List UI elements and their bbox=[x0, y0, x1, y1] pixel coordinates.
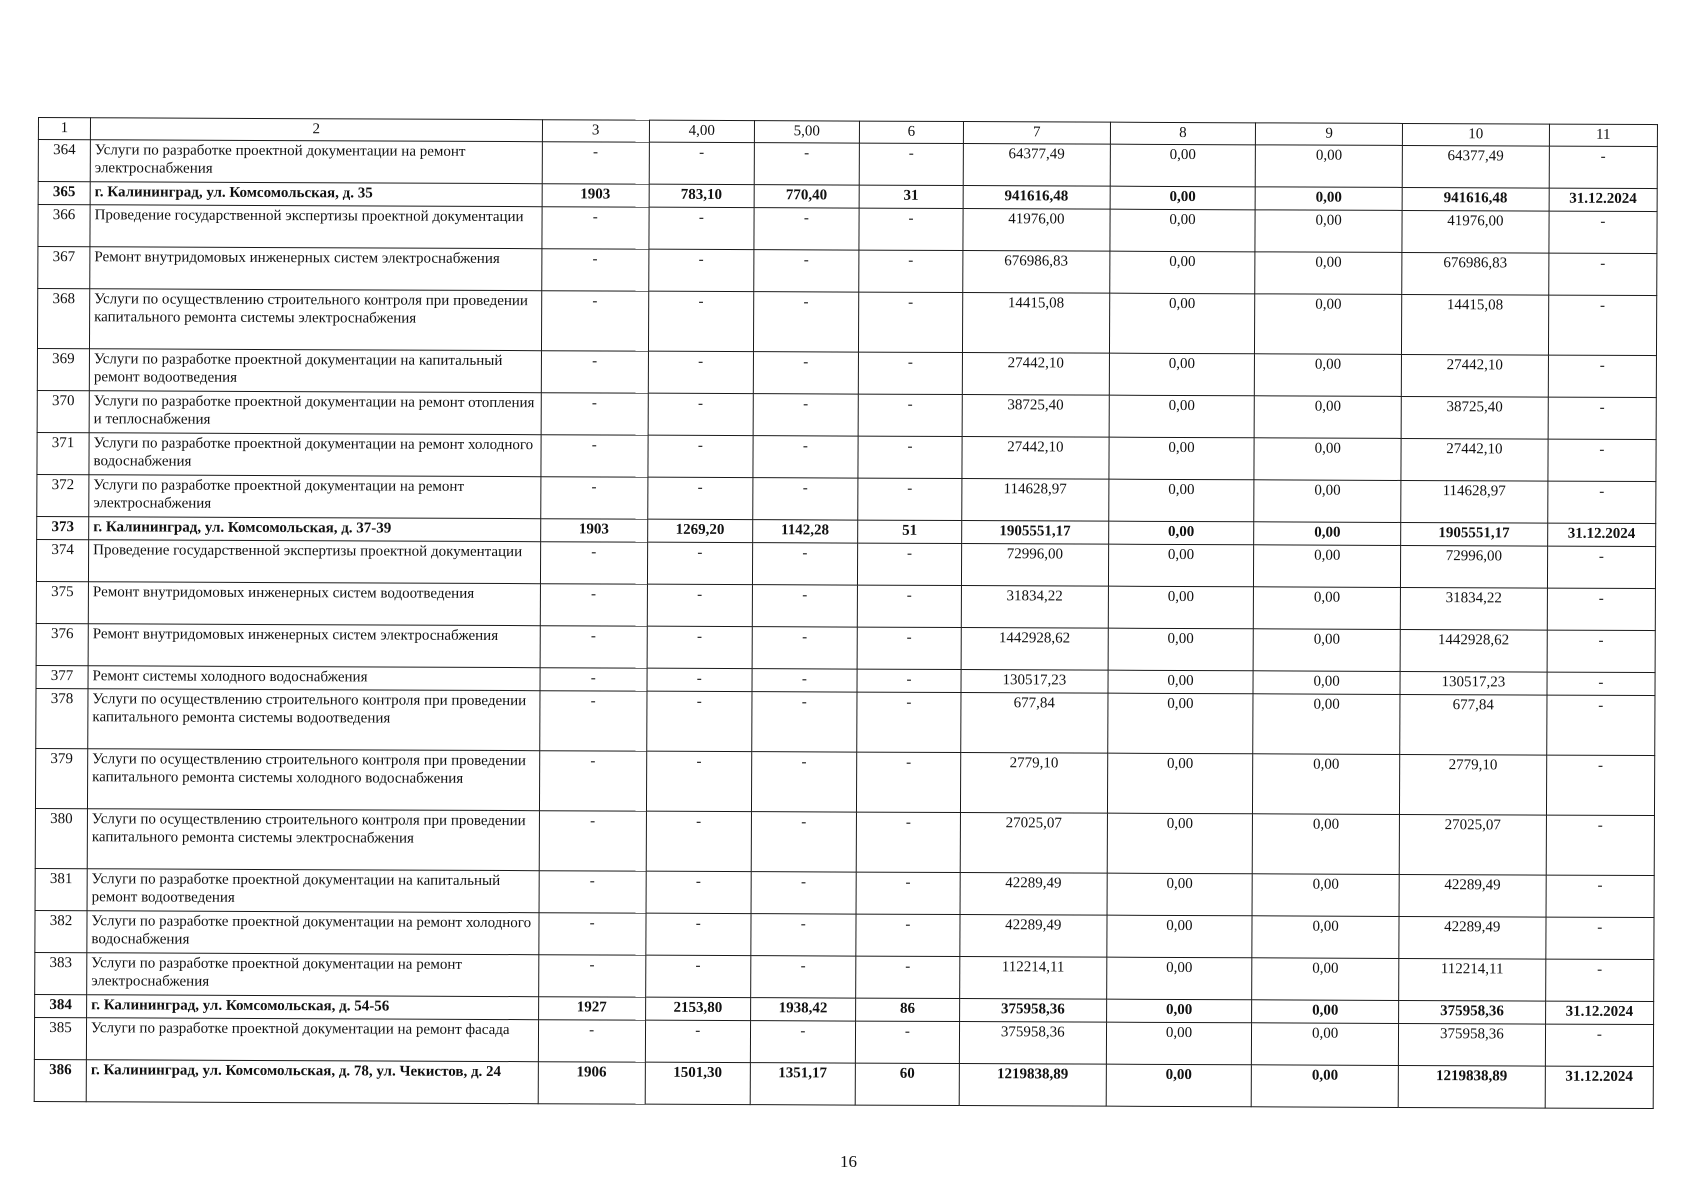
col6-cell: - bbox=[859, 250, 963, 292]
col3-cell: - bbox=[542, 207, 649, 249]
row-number-cell: 386 bbox=[34, 1059, 86, 1101]
col3-cell: - bbox=[540, 626, 647, 668]
col11-cell: - bbox=[1546, 875, 1654, 917]
work-name-cell: Проведение государственной экспертизы проектной документации bbox=[88, 540, 540, 584]
work-name-cell: Услуги по осуществлению строительного контроля при проведении капитального ремонта системы холодного водоснабжения bbox=[87, 749, 539, 811]
col7-cell: 27442,10 bbox=[962, 437, 1109, 480]
row-number-cell: 367 bbox=[38, 247, 90, 289]
col5-cell: - bbox=[754, 208, 859, 250]
col8-cell: 0,00 bbox=[1109, 293, 1255, 354]
col5-cell: - bbox=[752, 669, 857, 692]
col5-cell: 770,40 bbox=[754, 185, 859, 208]
header-col-9: 9 bbox=[1256, 123, 1403, 146]
row-number-cell: 377 bbox=[36, 665, 88, 688]
col3-cell: - bbox=[539, 751, 646, 811]
col8-cell: 0,00 bbox=[1107, 753, 1253, 814]
work-name-cell: Услуги по разработке проектной документации на ремонт отопления и теплоснабжения bbox=[89, 391, 541, 435]
col10-cell: 42289,49 bbox=[1399, 874, 1546, 917]
col9-cell: 0,00 bbox=[1253, 629, 1400, 672]
col7-cell: 38725,40 bbox=[962, 395, 1109, 438]
col9-cell: 0,00 bbox=[1256, 145, 1403, 188]
col7-cell: 72996,00 bbox=[961, 544, 1108, 587]
col10-cell: 27442,10 bbox=[1401, 438, 1548, 481]
col8-cell: 0,00 bbox=[1107, 873, 1253, 916]
col5-cell: - bbox=[753, 352, 858, 394]
col10-cell: 375958,36 bbox=[1398, 1023, 1545, 1066]
col7-cell: 375958,36 bbox=[959, 999, 1106, 1023]
col10-cell: 2779,10 bbox=[1399, 754, 1546, 815]
col7-cell: 42289,49 bbox=[960, 915, 1107, 958]
table-row bbox=[35, 952, 1654, 1001]
col11-cell: - bbox=[1547, 588, 1655, 630]
col10-cell: 72996,00 bbox=[1400, 545, 1547, 588]
row-number-cell: 385 bbox=[34, 1017, 86, 1059]
header-col-11: 11 bbox=[1549, 124, 1657, 146]
row-number-cell: 368 bbox=[37, 289, 89, 349]
col6-cell: - bbox=[859, 208, 963, 250]
col3-cell: - bbox=[542, 142, 649, 184]
work-name-cell: Ремонт внутридомовых инженерных систем электроснабжения bbox=[88, 624, 540, 668]
work-name-cell: Услуги по разработке проектной документации на ремонт электроснабжения bbox=[89, 475, 541, 519]
col8-cell: 0,00 bbox=[1108, 521, 1254, 545]
row-number-cell: 369 bbox=[37, 348, 89, 390]
col11-cell: - bbox=[1547, 630, 1655, 672]
col6-cell: 31 bbox=[859, 185, 963, 208]
col11-cell: - bbox=[1545, 959, 1653, 1001]
col6-cell: - bbox=[855, 1021, 959, 1063]
col10-cell: 130517,23 bbox=[1400, 671, 1547, 695]
col9-cell: 0,00 bbox=[1252, 874, 1399, 917]
col10-cell: 31834,22 bbox=[1400, 587, 1547, 630]
col6-cell: 51 bbox=[858, 520, 962, 543]
table-row bbox=[37, 348, 1656, 397]
col5-cell: 1351,17 bbox=[750, 1063, 855, 1105]
col7-cell: 27442,10 bbox=[962, 353, 1109, 396]
col6-cell: - bbox=[858, 292, 962, 352]
col7-cell: 677,84 bbox=[961, 693, 1108, 754]
col10-cell: 42289,49 bbox=[1399, 916, 1546, 959]
col9-cell: 0,00 bbox=[1254, 545, 1401, 588]
col9-cell: 0,00 bbox=[1254, 522, 1401, 546]
col7-cell: 114628,97 bbox=[962, 479, 1109, 522]
col5-cell: - bbox=[753, 436, 858, 478]
col10-cell: 1219838,89 bbox=[1398, 1065, 1545, 1108]
row-number-cell: 382 bbox=[35, 910, 87, 952]
col3-cell: - bbox=[538, 955, 645, 997]
row-number-cell: 373 bbox=[37, 516, 89, 539]
col11-cell: - bbox=[1549, 211, 1657, 253]
col8-cell: 0,00 bbox=[1106, 915, 1252, 958]
work-name-cell: Услуги по осуществлению строительного контроля при проведении капитального ремонта системы электроснабжения bbox=[87, 809, 539, 871]
col4-cell: - bbox=[648, 249, 753, 291]
col4-cell: - bbox=[647, 668, 752, 691]
col8-cell: 0,00 bbox=[1107, 693, 1253, 754]
col11-cell: - bbox=[1547, 672, 1655, 695]
col4-cell: - bbox=[646, 691, 751, 751]
col8-cell: 0,00 bbox=[1108, 479, 1254, 522]
col7-cell: 375958,36 bbox=[959, 1022, 1106, 1065]
col8-cell: 0,00 bbox=[1106, 1064, 1252, 1107]
col3-cell: 1906 bbox=[538, 1062, 645, 1104]
col3-cell: - bbox=[541, 435, 648, 477]
table-row bbox=[36, 623, 1655, 672]
header-col-1: 1 bbox=[38, 118, 90, 140]
col5-cell: - bbox=[752, 585, 857, 627]
col4-cell: - bbox=[648, 435, 753, 477]
col4-cell: - bbox=[646, 913, 751, 955]
capital-repair-table bbox=[34, 117, 1658, 1109]
col3-cell: - bbox=[541, 249, 648, 291]
table-row bbox=[38, 247, 1657, 296]
col10-cell: 676986,83 bbox=[1402, 252, 1549, 295]
table-row bbox=[38, 205, 1657, 254]
col4-cell: 2153,80 bbox=[645, 997, 750, 1020]
header-col-8: 8 bbox=[1110, 122, 1256, 145]
col7-cell: 31834,22 bbox=[961, 586, 1108, 629]
col11-cell: - bbox=[1546, 917, 1654, 959]
col3-cell: - bbox=[538, 1020, 645, 1062]
col8-cell: 0,00 bbox=[1108, 544, 1254, 587]
work-name-cell: г. Калининград, ул. Комсомольская, д. 35 bbox=[90, 182, 542, 207]
col4-cell: - bbox=[648, 393, 753, 435]
col5-cell: - bbox=[750, 956, 855, 998]
work-name-cell: Ремонт системы холодного водоснабжения bbox=[88, 666, 540, 691]
col11-cell: - bbox=[1547, 481, 1655, 523]
col9-cell: 0,00 bbox=[1254, 587, 1401, 630]
row-number-cell: 378 bbox=[36, 688, 88, 748]
work-name-cell: Услуги по разработке проектной документации на капитальный ремонт водоотведения bbox=[89, 349, 541, 393]
col11-cell: - bbox=[1546, 755, 1655, 815]
col3-cell: 1903 bbox=[542, 184, 649, 207]
col6-cell: - bbox=[856, 812, 960, 872]
col3-cell: - bbox=[540, 584, 647, 626]
col8-cell: 0,00 bbox=[1109, 251, 1255, 294]
col9-cell: 0,00 bbox=[1255, 187, 1402, 211]
header-col-5: 5,00 bbox=[754, 121, 859, 143]
col11-cell: 31.12.2024 bbox=[1547, 523, 1655, 546]
col4-cell: 1501,30 bbox=[645, 1062, 750, 1104]
work-name-cell: Ремонт внутридомовых инженерных систем водоотведения bbox=[88, 582, 540, 626]
table-row bbox=[36, 581, 1655, 630]
table-row bbox=[35, 748, 1654, 815]
col9-cell: 0,00 bbox=[1255, 252, 1402, 295]
row-number-cell: 376 bbox=[36, 623, 88, 665]
col10-cell: 14415,08 bbox=[1401, 294, 1548, 355]
header-col-7: 7 bbox=[963, 122, 1110, 145]
col3-cell: - bbox=[539, 811, 646, 871]
col6-cell: - bbox=[856, 956, 960, 998]
col11-cell: - bbox=[1548, 439, 1656, 481]
header-col-4: 4,00 bbox=[649, 120, 754, 142]
col8-cell: 0,00 bbox=[1106, 957, 1252, 1000]
col6-cell: - bbox=[858, 478, 962, 520]
col9-cell: 0,00 bbox=[1253, 754, 1400, 815]
col4-cell: - bbox=[647, 584, 752, 626]
table-row bbox=[38, 140, 1657, 189]
work-name-cell: Услуги по разработке проектной документации на ремонт холодного водоснабжения bbox=[89, 433, 541, 477]
table-row bbox=[37, 289, 1656, 356]
col6-cell: - bbox=[858, 352, 962, 394]
col9-cell: 0,00 bbox=[1251, 1065, 1398, 1108]
header-col-3: 3 bbox=[542, 120, 649, 142]
row-number-cell: 384 bbox=[35, 994, 87, 1017]
col10-cell: 41976,00 bbox=[1402, 210, 1549, 253]
col10-cell: 64377,49 bbox=[1402, 145, 1549, 188]
page-number: 16 bbox=[840, 1152, 857, 1171]
col5-cell: - bbox=[753, 394, 858, 436]
col3-cell: - bbox=[541, 351, 648, 393]
col7-cell: 2779,10 bbox=[960, 753, 1107, 814]
col3-cell: - bbox=[541, 291, 648, 351]
work-name-cell: Услуги по осуществлению строительного контроля при проведении капитального ремонта системы водоотведения bbox=[88, 689, 540, 751]
col7-cell: 112214,11 bbox=[960, 957, 1107, 1000]
col10-cell: 38725,40 bbox=[1401, 396, 1548, 439]
work-name-cell: г. Калининград, ул. Комсомольская, д. 54-56 bbox=[87, 995, 539, 1020]
col4-cell: - bbox=[647, 542, 752, 584]
col11-cell: - bbox=[1546, 695, 1655, 755]
col7-cell: 130517,23 bbox=[961, 670, 1108, 694]
col9-cell: 0,00 bbox=[1252, 1023, 1399, 1066]
work-name-cell: Услуги по разработке проектной документации на ремонт электроснабжения bbox=[87, 953, 539, 997]
col6-cell: - bbox=[857, 692, 961, 752]
row-number-cell: 381 bbox=[35, 868, 87, 910]
row-number-cell: 370 bbox=[37, 390, 89, 432]
col7-cell: 14415,08 bbox=[962, 293, 1109, 354]
col9-cell: 0,00 bbox=[1252, 958, 1399, 1001]
row-number-cell: 375 bbox=[36, 581, 88, 623]
address-row bbox=[34, 1059, 1653, 1108]
col7-cell: 41976,00 bbox=[963, 209, 1110, 252]
col6-cell: 86 bbox=[855, 998, 959, 1021]
col6-cell: - bbox=[856, 914, 960, 956]
header-col-6: 6 bbox=[859, 121, 963, 143]
col9-cell: 0,00 bbox=[1255, 354, 1402, 397]
work-name-cell: г. Калининград, ул. Комсомольская, д. 37-39 bbox=[89, 517, 541, 542]
col10-cell: 114628,97 bbox=[1401, 480, 1548, 523]
col10-cell: 1442928,62 bbox=[1400, 629, 1547, 672]
col3-cell: - bbox=[539, 871, 646, 913]
col11-cell: - bbox=[1548, 355, 1656, 397]
work-name-cell: Услуги по разработке проектной документации на ремонт холодного водоснабжения bbox=[87, 911, 539, 955]
table-row bbox=[35, 910, 1654, 959]
col9-cell: 0,00 bbox=[1254, 438, 1401, 481]
col4-cell: - bbox=[649, 207, 754, 249]
header-col-2: 2 bbox=[90, 118, 542, 142]
table-row bbox=[36, 688, 1655, 755]
col4-cell: - bbox=[648, 291, 753, 351]
col5-cell: - bbox=[752, 627, 857, 669]
col7-cell: 1442928,62 bbox=[961, 628, 1108, 671]
col9-cell: 0,00 bbox=[1252, 1000, 1399, 1024]
col4-cell: 783,10 bbox=[649, 184, 754, 207]
row-number-cell: 365 bbox=[38, 182, 90, 205]
header-col-10: 10 bbox=[1402, 123, 1549, 146]
col6-cell: - bbox=[857, 669, 961, 692]
col7-cell: 1905551,17 bbox=[962, 521, 1109, 545]
col5-cell: - bbox=[753, 478, 858, 520]
col7-cell: 1219838,89 bbox=[959, 1064, 1106, 1107]
col11-cell: 31.12.2024 bbox=[1545, 1001, 1653, 1024]
col7-cell: 64377,49 bbox=[963, 144, 1110, 187]
col4-cell: - bbox=[645, 955, 750, 997]
col8-cell: 0,00 bbox=[1108, 670, 1254, 694]
col11-cell: 31.12.2024 bbox=[1545, 1066, 1653, 1108]
col7-cell: 27025,07 bbox=[960, 813, 1107, 874]
col11-cell: - bbox=[1545, 1024, 1653, 1066]
col6-cell: - bbox=[856, 752, 960, 812]
col3-cell: - bbox=[541, 393, 648, 435]
col8-cell: 0,00 bbox=[1108, 586, 1254, 629]
col5-cell: - bbox=[750, 1021, 855, 1063]
col5-cell: - bbox=[752, 692, 857, 752]
col8-cell: 0,00 bbox=[1110, 144, 1256, 187]
col8-cell: 0,00 bbox=[1109, 395, 1255, 438]
col9-cell: 0,00 bbox=[1252, 916, 1399, 959]
col7-cell: 42289,49 bbox=[960, 873, 1107, 916]
col10-cell: 27442,10 bbox=[1401, 354, 1548, 397]
col9-cell: 0,00 bbox=[1255, 210, 1402, 253]
col4-cell: 1269,20 bbox=[647, 519, 752, 542]
col4-cell: - bbox=[648, 351, 753, 393]
table-row bbox=[35, 808, 1654, 875]
work-name-cell: Услуги по осуществлению строительного контроля при проведении капитального ремонта системы электроснабжения bbox=[90, 289, 542, 351]
col3-cell: 1927 bbox=[538, 997, 645, 1020]
col4-cell: - bbox=[649, 142, 754, 184]
col6-cell: - bbox=[857, 543, 961, 585]
col3-cell: - bbox=[540, 477, 647, 519]
col5-cell: - bbox=[754, 250, 859, 292]
col6-cell: - bbox=[857, 585, 961, 627]
col8-cell: 0,00 bbox=[1107, 813, 1253, 874]
col10-cell: 112214,11 bbox=[1399, 958, 1546, 1001]
col4-cell: - bbox=[647, 626, 752, 668]
col5-cell: 1142,28 bbox=[752, 520, 857, 543]
work-name-cell: Услуги по разработке проектной документации на ремонт фасада bbox=[86, 1018, 538, 1062]
col11-cell: - bbox=[1548, 253, 1656, 295]
col9-cell: 0,00 bbox=[1254, 480, 1401, 523]
col7-cell: 941616,48 bbox=[963, 186, 1110, 210]
col3-cell: - bbox=[540, 542, 647, 584]
col10-cell: 375958,36 bbox=[1399, 1000, 1546, 1024]
col9-cell: 0,00 bbox=[1254, 396, 1401, 439]
col6-cell: 60 bbox=[855, 1063, 959, 1105]
col5-cell: - bbox=[751, 914, 856, 956]
work-name-cell: г. Калининград, ул. Комсомольская, д. 78, ул. Чекистов, д. 24 bbox=[86, 1060, 538, 1104]
col5-cell: - bbox=[752, 543, 857, 585]
col4-cell: - bbox=[646, 811, 751, 871]
col5-cell: - bbox=[751, 752, 856, 812]
work-name-cell: Проведение государственной экспертизы проектной документации bbox=[90, 205, 542, 249]
table-body bbox=[34, 118, 1657, 1109]
col8-cell: 0,00 bbox=[1106, 1022, 1252, 1065]
col5-cell: 1938,42 bbox=[750, 998, 855, 1021]
col10-cell: 941616,48 bbox=[1402, 187, 1549, 211]
table-row bbox=[37, 432, 1656, 481]
col11-cell: - bbox=[1548, 397, 1656, 439]
table-row bbox=[37, 474, 1656, 523]
table-row bbox=[37, 390, 1656, 439]
col8-cell: 0,00 bbox=[1106, 999, 1252, 1023]
col11-cell: 31.12.2024 bbox=[1549, 188, 1657, 211]
col11-cell: - bbox=[1547, 546, 1655, 588]
col6-cell: - bbox=[857, 627, 961, 669]
col11-cell: - bbox=[1549, 146, 1657, 188]
col3-cell: - bbox=[539, 691, 646, 751]
row-number-cell: 372 bbox=[37, 474, 89, 516]
table-row bbox=[36, 539, 1655, 588]
col8-cell: 0,00 bbox=[1110, 209, 1256, 252]
table-row bbox=[34, 1017, 1653, 1066]
col9-cell: 0,00 bbox=[1253, 694, 1400, 755]
col5-cell: - bbox=[751, 872, 856, 914]
col3-cell: - bbox=[540, 668, 647, 691]
col3-cell: - bbox=[538, 913, 645, 955]
col4-cell: - bbox=[646, 871, 751, 913]
col9-cell: 0,00 bbox=[1253, 814, 1400, 875]
work-name-cell: Ремонт внутридомовых инженерных систем электроснабжения bbox=[90, 247, 542, 291]
row-number-cell: 383 bbox=[35, 952, 87, 994]
row-number-cell: 364 bbox=[38, 140, 90, 182]
col11-cell: - bbox=[1546, 815, 1655, 875]
row-number-cell: 379 bbox=[35, 748, 87, 808]
col8-cell: 0,00 bbox=[1108, 628, 1254, 671]
col6-cell: - bbox=[859, 143, 963, 185]
col6-cell: - bbox=[858, 436, 962, 478]
col3-cell: 1903 bbox=[540, 519, 647, 542]
col10-cell: 677,84 bbox=[1400, 694, 1547, 755]
col6-cell: - bbox=[858, 394, 962, 436]
work-name-cell: Услуги по разработке проектной документации на ремонт электроснабжения bbox=[90, 140, 542, 184]
col4-cell: - bbox=[646, 751, 751, 811]
col5-cell: - bbox=[754, 143, 859, 185]
col4-cell: - bbox=[645, 1020, 750, 1062]
row-number-cell: 366 bbox=[38, 205, 90, 247]
work-name-cell: Услуги по разработке проектной документации на капитальный ремонт водоотведения bbox=[87, 869, 539, 913]
col8-cell: 0,00 bbox=[1109, 353, 1255, 396]
col4-cell: - bbox=[647, 477, 752, 519]
col9-cell: 0,00 bbox=[1253, 671, 1400, 695]
col9-cell: 0,00 bbox=[1255, 294, 1402, 355]
col8-cell: 0,00 bbox=[1109, 437, 1255, 480]
col6-cell: - bbox=[856, 872, 960, 914]
col5-cell: - bbox=[751, 812, 856, 872]
col8-cell: 0,00 bbox=[1110, 186, 1256, 210]
table-row bbox=[35, 868, 1654, 917]
col11-cell: - bbox=[1548, 295, 1657, 355]
col10-cell: 27025,07 bbox=[1399, 814, 1546, 875]
col10-cell: 1905551,17 bbox=[1401, 522, 1548, 546]
col7-cell: 676986,83 bbox=[963, 251, 1110, 294]
row-number-cell: 374 bbox=[36, 539, 88, 581]
row-number-cell: 371 bbox=[37, 432, 89, 474]
col5-cell: - bbox=[753, 292, 858, 352]
row-number-cell: 380 bbox=[35, 808, 87, 868]
